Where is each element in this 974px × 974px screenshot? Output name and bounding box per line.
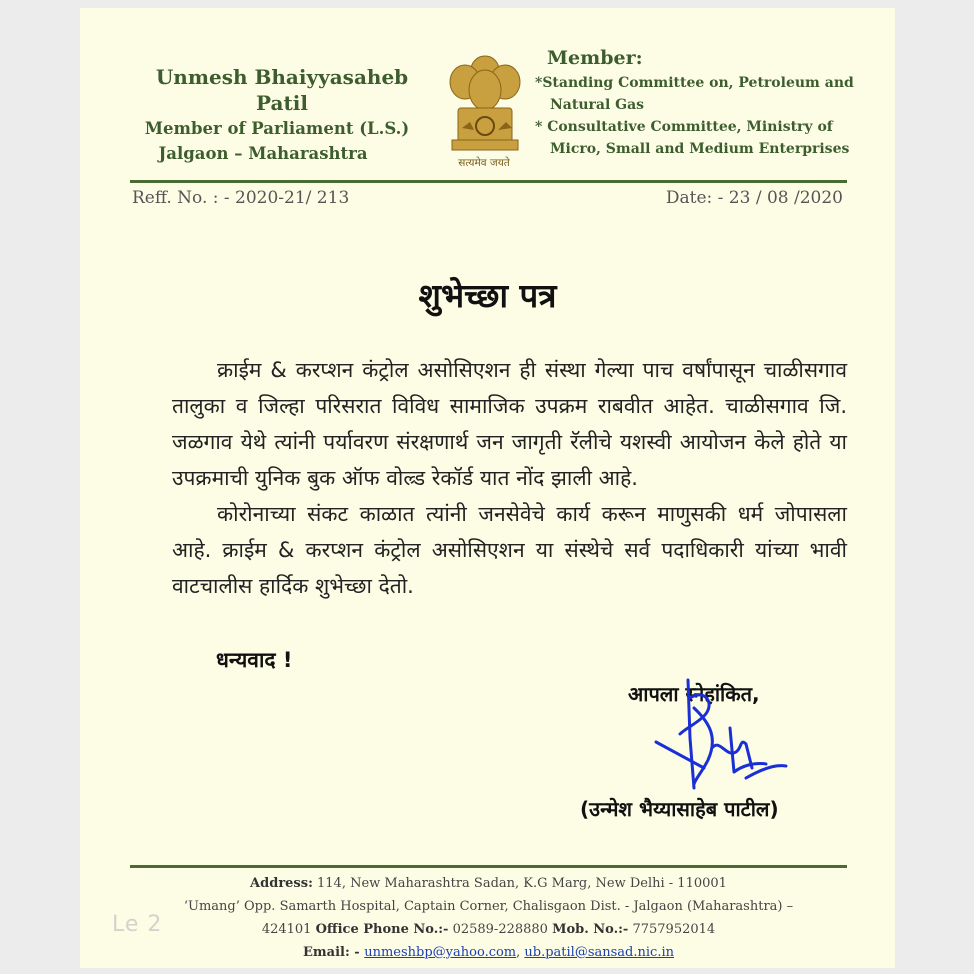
committee-2-line-2: Micro, Small and Medium Enterprises — [550, 141, 850, 157]
body-paragraph-2: कोरोनाच्या संकट काळात त्यांनी जनसेवेचे कार्य करून माणुसकी धर्म जोपासला आहे. क्राईम & करप्शन कंट्रोल असोसिएशन या संस्थेचे सर्व पदाधिकारी यांच्या भावी वाटचालीस हार्दिक शुभेच्छा देतो. — [172, 502, 847, 598]
email-label: Email: - — [303, 945, 365, 960]
pin-code: 424101 — [261, 922, 316, 937]
closing-salutation: आपला स्नेहांकित, — [628, 682, 760, 706]
footer-email-line — [130, 941, 847, 964]
committee-2-line-1: * Consultative Committee, Ministry of — [535, 119, 833, 135]
footer-phone-line — [130, 918, 847, 941]
body-paragraph-1: क्राईम & करप्शन कंट्रोल असोसिएशन ही संस्था गेल्या पाच वर्षांपासून चाळीसगाव तालुका व जिल्हा परिसरात विविध सामाजिक उपक्रम राबवीत आहेत. चाळीसगाव जि. जळगाव येथे त्यांनी पर्यावरण संरक्षणार्थ जन जागृती रॅलीचे यशस्वी आयोजन केले होते या उपक्रमाची युनिक बुक ऑफ वोल्र्ड रेकॉर्ड यात नोंद झाली आहे. — [172, 358, 847, 490]
mobile-number: 7757952014 — [628, 922, 716, 937]
footer-divider — [130, 865, 847, 868]
email-separator: , — [516, 945, 525, 960]
emblem-motto: सत्यमेव जयते — [458, 157, 510, 169]
footer-address-line-2: ‘Umang’ Opp. Samarth Hospital, Captain Corner, Chalisgaon Dist. - Jalgaon (Maharashtra) – — [183, 899, 794, 914]
letter-body — [172, 352, 847, 604]
device-watermark: Le 2 — [112, 912, 163, 937]
sender-designation: Member of Parliament (L.S.) — [144, 119, 410, 138]
committee-block — [535, 44, 885, 160]
letter-title: शुभेच्छा पत्र — [418, 276, 557, 315]
footer-contact — [130, 872, 847, 964]
reference-number: Reff. No. : - 2020-21/ 213 — [132, 188, 350, 208]
mobile-label: Mob. No.:- — [552, 922, 629, 937]
office-phone-label: Office Phone No.:- — [315, 922, 449, 937]
office-phone: 02589-228880 — [448, 922, 553, 937]
member-label: Member: — [547, 47, 643, 69]
committee-1-line-1: *Standing Committee on, Petroleum and — [535, 75, 854, 91]
letter-date: Date: - 23 / 08 /2020 — [665, 188, 843, 208]
committee-1-line-2: Natural Gas — [550, 97, 645, 113]
letterhead-page — [80, 8, 895, 968]
header-divider — [130, 180, 847, 183]
signatory-name: (उन्मेश भैय्यासाहेब पाटील) — [580, 797, 779, 821]
signature-icon — [650, 668, 800, 798]
footer-address-line-1 — [130, 872, 847, 895]
email-link-sansad[interactable]: ub.patil@sansad.nic.in — [524, 945, 674, 960]
address-label: Address: — [250, 876, 313, 891]
thanks-line: धन्यवाद ! — [216, 648, 293, 672]
sender-block — [132, 64, 432, 166]
sender-constituency: Jalgaon – Maharashtra — [158, 144, 368, 163]
sender-name: Unmesh Bhaiyyasaheb Patil — [155, 65, 409, 115]
address-delhi: 114, New Maharashtra Sadan, K.G Marg, New Delhi - 110001 — [312, 876, 727, 891]
email-link-yahoo[interactable]: unmeshbp@yahoo.com — [364, 945, 517, 960]
